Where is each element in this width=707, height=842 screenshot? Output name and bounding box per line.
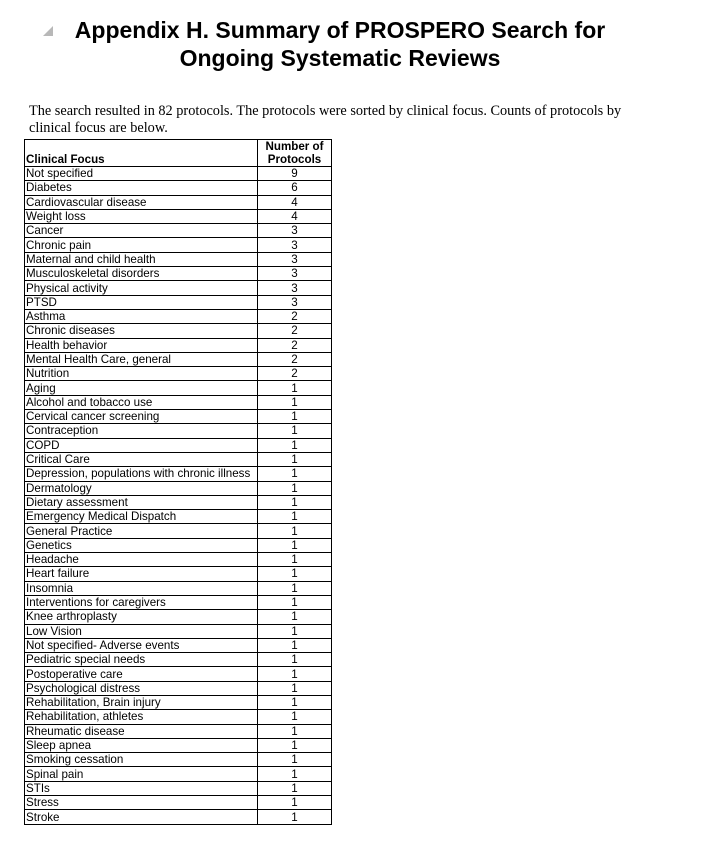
protocol-count-cell: 1 [258,796,332,810]
table-row [25,581,332,595]
protocol-count-cell: 1 [258,667,332,681]
protocol-count-cell: 1 [258,767,332,781]
clinical-focus-cell: General Practice [25,524,258,538]
clinical-focus-table [24,139,332,825]
protocol-count-cell: 1 [258,638,332,652]
protocol-count-cell: 3 [258,281,332,295]
table-row [25,653,332,667]
clinical-focus-cell: COPD [25,438,258,452]
clinical-focus-cell: Rehabilitation, athletes [25,710,258,724]
clinical-focus-cell: Physical activity [25,281,258,295]
table-row [25,238,332,252]
table-row [25,167,332,181]
protocol-count-cell: 1 [258,810,332,824]
protocol-count-cell: 1 [258,438,332,452]
clinical-focus-cell: Postoperative care [25,667,258,681]
clinical-focus-cell: Diabetes [25,181,258,195]
table-row [25,781,332,795]
table-row [25,624,332,638]
header-clinical-focus: Clinical Focus [25,140,258,167]
clinical-focus-cell: Psychological distress [25,681,258,695]
protocol-count-cell: 1 [258,424,332,438]
clinical-focus-cell: Interventions for caregivers [25,595,258,609]
clinical-focus-cell: Emergency Medical Dispatch [25,510,258,524]
clinical-focus-cell: Heart failure [25,567,258,581]
protocol-count-cell: 1 [258,395,332,409]
table-row [25,753,332,767]
clinical-focus-cell: Genetics [25,538,258,552]
clinical-focus-cell: Asthma [25,309,258,323]
protocol-count-cell: 1 [258,781,332,795]
protocol-count-cell: 1 [258,567,332,581]
clinical-focus-cell: Alcohol and tobacco use [25,395,258,409]
clinical-focus-cell: Health behavior [25,338,258,352]
clinical-focus-cell: Dermatology [25,481,258,495]
clinical-focus-cell: Cervical cancer screening [25,410,258,424]
table-row [25,724,332,738]
clinical-focus-cell: Weight loss [25,209,258,223]
clinical-focus-cell: Chronic pain [25,238,258,252]
clinical-focus-cell: Chronic diseases [25,324,258,338]
protocol-count-cell: 4 [258,195,332,209]
clinical-focus-cell: Musculoskeletal disorders [25,267,258,281]
table-row [25,595,332,609]
table-row [25,481,332,495]
table-row [25,710,332,724]
clinical-focus-cell: Not specified [25,167,258,181]
clinical-focus-cell: Cancer [25,224,258,238]
clinical-focus-cell: Aging [25,381,258,395]
table-row [25,452,332,466]
protocol-count-cell: 1 [258,524,332,538]
protocol-count-cell: 2 [258,338,332,352]
page-title: Appendix H. Summary of PROSPERO Search for Ongoing Systematic Reviews [74,17,606,71]
clinical-focus-cell: Stroke [25,810,258,824]
protocol-count-cell: 3 [258,252,332,266]
clinical-focus-cell: Cardiovascular disease [25,195,258,209]
clinical-focus-cell: Contraception [25,424,258,438]
header-number-of-protocols: Number of Protocols [258,140,332,167]
protocol-count-cell: 2 [258,324,332,338]
table-row [25,195,332,209]
table-row [25,410,332,424]
clinical-focus-cell: Nutrition [25,367,258,381]
protocol-count-cell: 1 [258,381,332,395]
table-header-row [25,140,332,167]
protocol-count-cell: 2 [258,352,332,366]
clinical-focus-cell: Rehabilitation, Brain injury [25,695,258,709]
table-row [25,467,332,481]
protocol-count-cell: 2 [258,367,332,381]
table-row [25,538,332,552]
table-row [25,381,332,395]
table-row [25,367,332,381]
table-row [25,267,332,281]
clinical-focus-cell: Sleep apnea [25,738,258,752]
clinical-focus-cell: Insomnia [25,581,258,595]
clinical-focus-cell: STIs [25,781,258,795]
table-row [25,567,332,581]
clinical-focus-cell: Depression, populations with chronic illness [25,467,258,481]
protocol-count-cell: 3 [258,238,332,252]
table-row [25,738,332,752]
protocol-count-cell: 1 [258,452,332,466]
clinical-focus-cell: Knee arthroplasty [25,610,258,624]
clinical-focus-cell: Rheumatic disease [25,724,258,738]
clinical-focus-cell: Smoking cessation [25,753,258,767]
protocol-count-cell: 1 [258,510,332,524]
protocol-count-cell: 1 [258,738,332,752]
protocol-count-cell: 2 [258,309,332,323]
table-row [25,181,332,195]
protocol-count-cell: 1 [258,467,332,481]
clinical-focus-cell: Pediatric special needs [25,653,258,667]
clinical-focus-cell: Low Vision [25,624,258,638]
protocol-count-cell: 3 [258,295,332,309]
clinical-focus-cell: PTSD [25,295,258,309]
protocol-count-cell: 1 [258,581,332,595]
table-row [25,524,332,538]
triangle-collapse-icon[interactable] [43,26,53,36]
clinical-focus-cell: Headache [25,553,258,567]
clinical-focus-cell: Stress [25,796,258,810]
table-row [25,252,332,266]
protocol-count-cell: 1 [258,595,332,609]
protocol-count-cell: 3 [258,224,332,238]
clinical-focus-cell: Spinal pain [25,767,258,781]
table-row [25,810,332,824]
table-row [25,309,332,323]
table-row [25,424,332,438]
table-row [25,438,332,452]
protocol-count-cell: 1 [258,495,332,509]
protocol-count-cell: 9 [258,167,332,181]
protocol-count-cell: 1 [258,553,332,567]
protocol-count-cell: 1 [258,753,332,767]
table-row [25,495,332,509]
protocol-count-cell: 4 [258,209,332,223]
table-row [25,796,332,810]
clinical-focus-cell: Dietary assessment [25,495,258,509]
table-body [25,167,332,825]
table-row [25,695,332,709]
clinical-focus-cell: Mental Health Care, general [25,352,258,366]
table-row [25,295,332,309]
table-row [25,667,332,681]
protocol-count-cell: 3 [258,267,332,281]
table-row [25,767,332,781]
protocol-count-cell: 6 [258,181,332,195]
protocol-count-cell: 1 [258,653,332,667]
protocol-count-cell: 1 [258,695,332,709]
title-block [0,16,707,72]
table-row [25,209,332,223]
intro-paragraph: The search resulted in 82 protocols. The protocols were sorted by clinical focus. Counts of protocols by clinical focus are below. [29,103,622,137]
table-row [25,395,332,409]
protocol-count-cell: 1 [258,681,332,695]
table-row [25,224,332,238]
protocol-count-cell: 1 [258,481,332,495]
protocol-count-cell: 1 [258,538,332,552]
protocol-count-cell: 1 [258,724,332,738]
protocol-count-cell: 1 [258,610,332,624]
protocol-count-cell: 1 [258,710,332,724]
table-row [25,681,332,695]
table-row [25,352,332,366]
clinical-focus-cell: Maternal and child health [25,252,258,266]
clinical-focus-cell: Critical Care [25,452,258,466]
protocol-count-cell: 1 [258,624,332,638]
protocol-count-cell: 1 [258,410,332,424]
table-row [25,338,332,352]
table-row [25,510,332,524]
clinical-focus-cell: Not specified- Adverse events [25,638,258,652]
table-row [25,638,332,652]
table-row [25,281,332,295]
table-row [25,610,332,624]
table-row [25,324,332,338]
table-row [25,553,332,567]
